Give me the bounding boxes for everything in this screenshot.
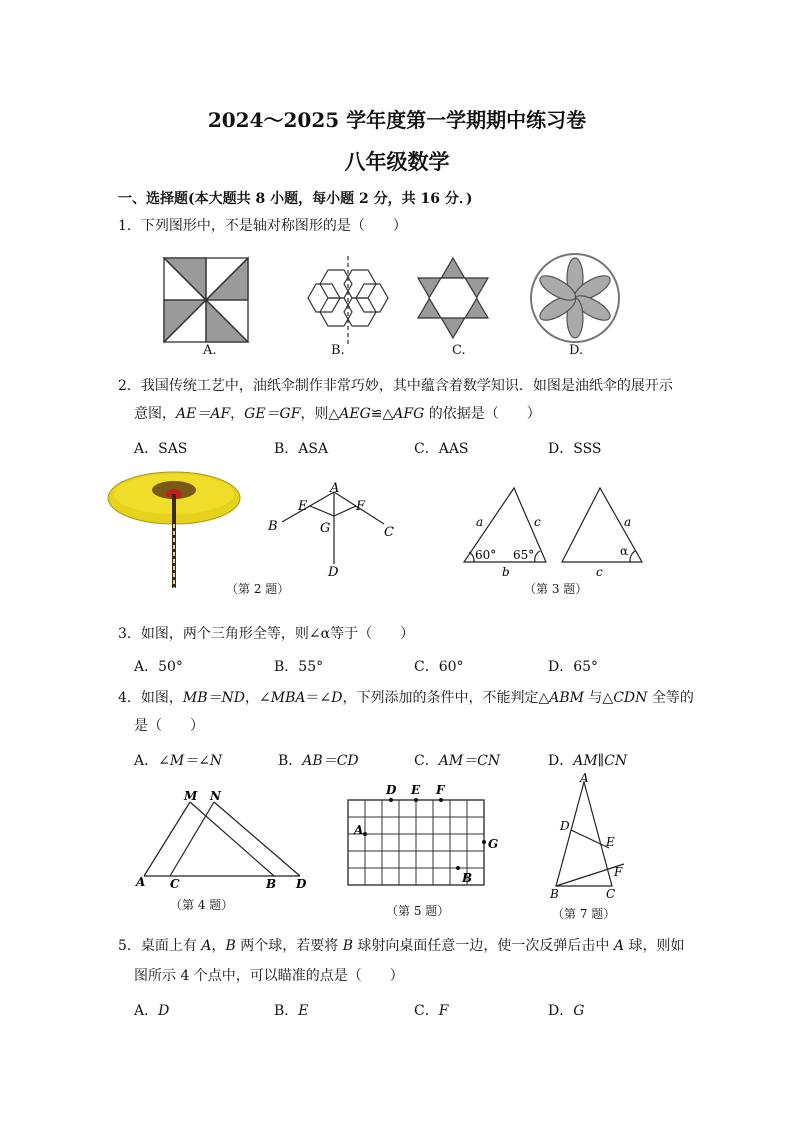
pinwheel-figure xyxy=(164,258,248,342)
question-5-line1 xyxy=(118,936,684,956)
q3-label-c2: c xyxy=(596,565,603,579)
q2-tri2: AFG xyxy=(393,406,425,422)
q4-label-m: M xyxy=(184,789,198,803)
q5-option-b-text: E xyxy=(298,1003,309,1019)
q4-tri2: CDN xyxy=(613,690,648,706)
q3-option-d[interactable]: D．65° xyxy=(548,659,599,675)
q5-tail: 球，则如 xyxy=(624,938,685,954)
q4-option-a[interactable] xyxy=(134,750,222,770)
q3-label-alpha: α xyxy=(620,544,629,558)
question-4-line2: 是（ ） xyxy=(134,718,204,734)
q1-option-b[interactable]: B. xyxy=(331,343,345,358)
q2-sep: ， xyxy=(230,406,245,422)
q7-label-e: E xyxy=(606,835,615,849)
q4-angle1: MBA xyxy=(270,690,306,706)
q5-option-b[interactable] xyxy=(274,1000,309,1020)
star-figure xyxy=(418,258,488,338)
question-1-figures xyxy=(150,250,650,350)
q5-caption: （第 5 题） xyxy=(386,904,450,918)
q4-option-a-text: ∠M＝∠N xyxy=(158,753,223,769)
q2-option-c[interactable]: C．AAS xyxy=(414,441,469,457)
q5-prefix: 5．桌面上有 xyxy=(118,938,202,954)
q5-option-a-letter: A． xyxy=(134,1003,159,1019)
q4-label-d: D xyxy=(296,877,307,890)
q5-option-a[interactable] xyxy=(134,1000,169,1020)
q3-label-a: a xyxy=(476,515,484,529)
q2-diagram xyxy=(262,480,412,580)
q7-label-c: C xyxy=(606,887,616,901)
q7-label-b: B xyxy=(550,887,559,901)
q2-label-e: E xyxy=(298,499,308,514)
q5-label-b: B xyxy=(462,871,473,885)
q3-label-65: 65° xyxy=(513,548,535,562)
q3-label-a2: a xyxy=(624,515,632,529)
question-2-line2 xyxy=(134,404,541,424)
q5-label-g: G xyxy=(488,837,499,851)
q3-caption: （第 3 题） xyxy=(524,582,588,596)
q5-comma: ， xyxy=(211,938,226,954)
q3-option-b[interactable]: B．55° xyxy=(274,659,324,675)
q5-pt-a2: A xyxy=(613,938,625,954)
q4-tri1: ABM xyxy=(549,690,584,706)
q2-option-b[interactable]: B．ASA xyxy=(274,441,329,457)
q4-option-b-letter: B． xyxy=(278,753,303,769)
q4-label-a: A xyxy=(136,875,146,889)
section-heading: 一、选择题(本大题共 8 小题，每小题 2 分，共 16 分．) xyxy=(118,191,473,207)
q2-tri1: AEG xyxy=(339,406,371,422)
q4-option-d[interactable] xyxy=(548,750,627,770)
q2-cond1: AE＝AF xyxy=(176,406,231,422)
q2-label-f: F xyxy=(356,499,366,514)
q1-option-c[interactable]: C. xyxy=(452,343,466,358)
q5-label-a: A xyxy=(354,823,364,837)
q4-angle2: D xyxy=(331,690,343,706)
q5-label-e: E xyxy=(411,783,421,797)
q5-option-d[interactable] xyxy=(548,1000,584,1020)
q4-mid1: ，∠ xyxy=(245,690,271,706)
q4-option-c-letter: C． xyxy=(414,753,439,769)
q4-option-c-text: AM＝CN xyxy=(438,753,501,769)
q4-option-b-text: AB＝CD xyxy=(302,753,359,769)
q2-option-d[interactable]: D．SSS xyxy=(548,441,602,457)
q2-label-a: A xyxy=(330,481,340,496)
q3-option-c[interactable]: C．60° xyxy=(414,659,464,675)
q2-cond2: GE＝GF xyxy=(244,406,301,422)
q4-label-b: B xyxy=(266,877,277,890)
q4-label-n: N xyxy=(210,789,221,803)
q5-option-c-letter: C． xyxy=(414,1003,439,1019)
q4-caption: （第 4 题） xyxy=(170,898,234,912)
q4-mid3: ，下列添加的条件中，不能判定△ xyxy=(342,690,550,706)
umbrella-picture xyxy=(104,464,244,590)
q5-option-c-text: F xyxy=(438,1003,449,1019)
question-5-line2: 图所示 4 个点中，可以瞄准的点是（ ） xyxy=(134,968,404,984)
q5-label-f: F xyxy=(436,783,445,797)
q5-option-d-text: G xyxy=(573,1003,585,1019)
q5-option-a-text: D xyxy=(158,1003,170,1019)
q4-option-c[interactable] xyxy=(414,750,500,770)
q5-option-c[interactable] xyxy=(414,1000,448,1020)
q4-mid4: 与△ xyxy=(583,690,614,706)
q4-cond1: MB＝ND xyxy=(182,690,246,706)
question-2-line1: 2．我国传统工艺中，油纸伞制作非常巧妙，其中蕴含着数学知识．如图是油纸伞的展开示 xyxy=(118,378,673,394)
q4-mid2: ＝∠ xyxy=(305,690,332,706)
q5-diagram xyxy=(340,778,510,898)
q5-pt-a: A xyxy=(201,938,212,954)
q7-label-a: A xyxy=(580,772,589,785)
question-4-line1 xyxy=(118,688,694,708)
q5-option-d-letter: D． xyxy=(548,1003,574,1019)
q5-pt-b2: B xyxy=(342,938,353,954)
q2-label-c: C xyxy=(384,525,394,540)
q7-diagram xyxy=(546,772,632,902)
page-title: 2024～2025 学年度第一学期期中练习卷 xyxy=(207,108,587,132)
q1-option-d[interactable]: D. xyxy=(569,343,584,358)
hexagon-figure xyxy=(308,256,388,344)
q3-option-a[interactable]: A．50° xyxy=(134,659,183,675)
q2-label-g: G xyxy=(320,521,331,536)
q4-tail: 全等的 xyxy=(647,690,694,706)
question-1-stem: 1．下列图形中，不是轴对称图形的是（ ） xyxy=(118,218,407,234)
q4-option-d-letter: D． xyxy=(548,753,574,769)
q2-label-d: D xyxy=(328,565,339,580)
q4-diagram xyxy=(130,788,320,890)
question-3-stem: 3．如图，两个三角形全等，则∠α等于（ ） xyxy=(118,626,415,642)
q3-label-b: b xyxy=(502,565,510,579)
q7-caption: （第 7 题） xyxy=(552,907,616,921)
q4-label-c: C xyxy=(170,877,180,890)
q4-option-b[interactable] xyxy=(278,750,359,770)
q5-mid2: 球射向桌面任意一边，使一次反弹后击中 xyxy=(352,938,614,954)
q2-caption: （第 2 题） xyxy=(226,582,290,596)
q5-label-d: D xyxy=(386,783,397,797)
q5-option-b-letter: B． xyxy=(274,1003,299,1019)
q2-tail: 的依据是（ ） xyxy=(424,406,541,422)
q4-option-d-text: AM∥CN xyxy=(573,753,628,769)
q4-option-a-letter: A． xyxy=(134,753,159,769)
q2-prefix: 意图， xyxy=(134,406,176,422)
q3-label-60: 60° xyxy=(475,548,497,562)
flower-figure xyxy=(531,254,619,342)
q2-mid: ，则△ xyxy=(300,406,340,422)
q2-cong: ≌△ xyxy=(370,406,394,422)
q4-prefix: 4．如图， xyxy=(118,690,183,706)
page-subtitle: 八年级数学 xyxy=(344,149,450,174)
q7-label-f: F xyxy=(614,865,623,879)
q3-label-c: c xyxy=(534,515,541,529)
q5-mid: 两个球，若要将 xyxy=(235,938,343,954)
q2-option-a[interactable]: A．SAS xyxy=(134,441,188,457)
q7-label-d: D xyxy=(560,819,570,833)
q5-pt-b: B xyxy=(225,938,236,954)
q1-option-a[interactable]: A. xyxy=(203,343,217,358)
q2-label-b: B xyxy=(268,519,278,534)
q3-diagram xyxy=(458,480,658,580)
